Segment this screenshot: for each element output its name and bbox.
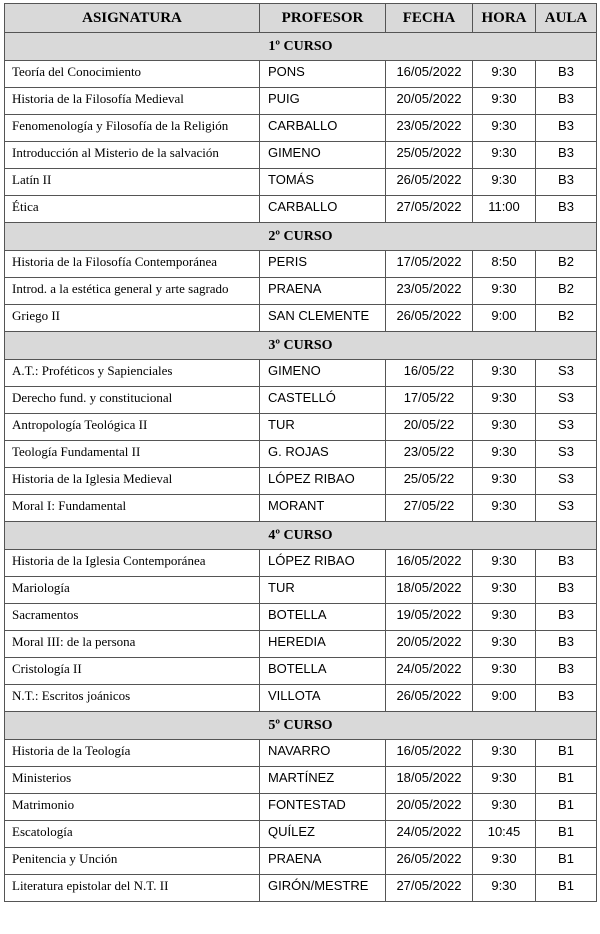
date-cell: 16/05/2022 (386, 740, 473, 767)
subject-cell: Historia de la Iglesia Contemporánea (5, 550, 260, 577)
room-cell: S3 (536, 360, 597, 387)
subject-cell: Literatura epistolar del N.T. II (5, 875, 260, 902)
professor-cell: TUR (260, 577, 386, 604)
room-cell: B3 (536, 631, 597, 658)
time-cell: 9:30 (473, 142, 536, 169)
subject-cell: Fenomenología y Filosofía de la Religión (5, 115, 260, 142)
professor-cell: BOTELLA (260, 658, 386, 685)
date-cell: 18/05/2022 (386, 577, 473, 604)
table-row (5, 441, 597, 468)
table-row (5, 278, 597, 305)
professor-cell: PRAENA (260, 278, 386, 305)
time-cell: 9:30 (473, 278, 536, 305)
section-header-row (5, 223, 597, 251)
time-cell: 9:30 (473, 604, 536, 631)
date-cell: 27/05/2022 (386, 196, 473, 223)
room-cell: S3 (536, 495, 597, 522)
room-cell: B2 (536, 251, 597, 278)
section-header-row (5, 712, 597, 740)
professor-cell: NAVARRO (260, 740, 386, 767)
date-cell: 26/05/2022 (386, 305, 473, 332)
section-header-row (5, 332, 597, 360)
date-cell: 27/05/22 (386, 495, 473, 522)
table-row (5, 387, 597, 414)
date-cell: 17/05/2022 (386, 251, 473, 278)
date-cell: 20/05/2022 (386, 794, 473, 821)
date-cell: 25/05/2022 (386, 142, 473, 169)
date-cell: 16/05/22 (386, 360, 473, 387)
time-cell: 9:00 (473, 685, 536, 712)
room-cell: B3 (536, 142, 597, 169)
room-cell: B1 (536, 740, 597, 767)
header-date: FECHA (386, 4, 473, 33)
room-cell: S3 (536, 414, 597, 441)
date-cell: 27/05/2022 (386, 875, 473, 902)
professor-cell: QUÍLEZ (260, 821, 386, 848)
time-cell: 9:30 (473, 550, 536, 577)
table-row (5, 115, 597, 142)
professor-cell: TOMÁS (260, 169, 386, 196)
date-cell: 26/05/2022 (386, 685, 473, 712)
table-header (5, 4, 597, 33)
time-cell: 8:50 (473, 251, 536, 278)
table-row (5, 251, 597, 278)
exam-schedule-table (4, 3, 597, 902)
professor-cell: G. ROJAS (260, 441, 386, 468)
section-header-row (5, 522, 597, 550)
time-cell: 9:30 (473, 794, 536, 821)
table-row (5, 740, 597, 767)
time-cell: 10:45 (473, 821, 536, 848)
subject-cell: Historia de la Iglesia Medieval (5, 468, 260, 495)
date-cell: 24/05/2022 (386, 821, 473, 848)
professor-cell: CASTELLÓ (260, 387, 386, 414)
subject-cell: Historia de la Teología (5, 740, 260, 767)
professor-cell: FONTESTAD (260, 794, 386, 821)
table-row (5, 88, 597, 115)
subject-cell: A.T.: Proféticos y Sapienciales (5, 360, 260, 387)
professor-cell: PERIS (260, 251, 386, 278)
room-cell: B3 (536, 61, 597, 88)
room-cell: S3 (536, 441, 597, 468)
table-row (5, 196, 597, 223)
table-row (5, 631, 597, 658)
professor-cell: MARTÍNEZ (260, 767, 386, 794)
date-cell: 20/05/2022 (386, 631, 473, 658)
date-cell: 23/05/2022 (386, 278, 473, 305)
subject-cell: Introd. a la estética general y arte sagrado (5, 278, 260, 305)
professor-cell: PRAENA (260, 848, 386, 875)
room-cell: B1 (536, 767, 597, 794)
room-cell: B3 (536, 577, 597, 604)
table-row (5, 414, 597, 441)
date-cell: 24/05/2022 (386, 658, 473, 685)
subject-cell: Latín II (5, 169, 260, 196)
date-cell: 26/05/2022 (386, 169, 473, 196)
room-cell: B3 (536, 604, 597, 631)
time-cell: 9:30 (473, 740, 536, 767)
professor-cell: CARBALLO (260, 115, 386, 142)
professor-cell: LÓPEZ RIBAO (260, 550, 386, 577)
professor-cell: PUIG (260, 88, 386, 115)
table-row (5, 821, 597, 848)
subject-cell: Ética (5, 196, 260, 223)
section-title: 2º CURSO (5, 223, 597, 251)
subject-cell: Sacramentos (5, 604, 260, 631)
time-cell: 9:30 (473, 875, 536, 902)
time-cell: 9:30 (473, 441, 536, 468)
date-cell: 16/05/2022 (386, 550, 473, 577)
subject-cell: Historia de la Filosofía Contemporánea (5, 251, 260, 278)
table-row (5, 495, 597, 522)
time-cell: 9:30 (473, 495, 536, 522)
professor-cell: PONS (260, 61, 386, 88)
subject-cell: Antropología Teológica II (5, 414, 260, 441)
header-professor: PROFESOR (260, 4, 386, 33)
room-cell: B3 (536, 196, 597, 223)
professor-cell: CARBALLO (260, 196, 386, 223)
header-time: HORA (473, 4, 536, 33)
date-cell: 18/05/2022 (386, 767, 473, 794)
table-body (5, 33, 597, 902)
table-row (5, 848, 597, 875)
professor-cell: TUR (260, 414, 386, 441)
section-header-row (5, 33, 597, 61)
room-cell: B3 (536, 169, 597, 196)
room-cell: B2 (536, 305, 597, 332)
room-cell: B1 (536, 821, 597, 848)
time-cell: 9:30 (473, 360, 536, 387)
section-title: 1º CURSO (5, 33, 597, 61)
time-cell: 9:30 (473, 88, 536, 115)
table-row (5, 305, 597, 332)
header-subject: ASIGNATURA (5, 4, 260, 33)
subject-cell: Derecho fund. y constitucional (5, 387, 260, 414)
professor-cell: HEREDIA (260, 631, 386, 658)
subject-cell: Historia de la Filosofía Medieval (5, 88, 260, 115)
date-cell: 23/05/2022 (386, 115, 473, 142)
table-row (5, 875, 597, 902)
subject-cell: Escatología (5, 821, 260, 848)
table-row (5, 61, 597, 88)
time-cell: 11:00 (473, 196, 536, 223)
time-cell: 9:30 (473, 115, 536, 142)
room-cell: S3 (536, 387, 597, 414)
subject-cell: Introducción al Misterio de la salvación (5, 142, 260, 169)
room-cell: B3 (536, 658, 597, 685)
room-cell: B1 (536, 848, 597, 875)
subject-cell: N.T.: Escritos joánicos (5, 685, 260, 712)
time-cell: 9:30 (473, 848, 536, 875)
subject-cell: Mariología (5, 577, 260, 604)
subject-cell: Ministerios (5, 767, 260, 794)
time-cell: 9:00 (473, 305, 536, 332)
room-cell: B3 (536, 88, 597, 115)
room-cell: B3 (536, 115, 597, 142)
room-cell: S3 (536, 468, 597, 495)
professor-cell: VILLOTA (260, 685, 386, 712)
date-cell: 20/05/2022 (386, 88, 473, 115)
subject-cell: Cristología II (5, 658, 260, 685)
date-cell: 23/05/22 (386, 441, 473, 468)
professor-cell: GIMENO (260, 360, 386, 387)
subject-cell: Moral I: Fundamental (5, 495, 260, 522)
subject-cell: Teología Fundamental II (5, 441, 260, 468)
professor-cell: LÓPEZ RIBAO (260, 468, 386, 495)
header-row (5, 4, 597, 33)
subject-cell: Penitencia y Unción (5, 848, 260, 875)
date-cell: 19/05/2022 (386, 604, 473, 631)
room-cell: B2 (536, 278, 597, 305)
professor-cell: SAN CLEMENTE (260, 305, 386, 332)
room-cell: B1 (536, 875, 597, 902)
professor-cell: BOTELLA (260, 604, 386, 631)
table-row (5, 468, 597, 495)
date-cell: 17/05/22 (386, 387, 473, 414)
date-cell: 16/05/2022 (386, 61, 473, 88)
date-cell: 25/05/22 (386, 468, 473, 495)
table-row (5, 658, 597, 685)
time-cell: 9:30 (473, 631, 536, 658)
table-row (5, 604, 597, 631)
table-row (5, 169, 597, 196)
section-title: 4º CURSO (5, 522, 597, 550)
subject-cell: Teoría del Conocimiento (5, 61, 260, 88)
table-row (5, 685, 597, 712)
subject-cell: Griego II (5, 305, 260, 332)
professor-cell: GIRÓN/MESTRE (260, 875, 386, 902)
room-cell: B3 (536, 685, 597, 712)
professor-cell: GIMENO (260, 142, 386, 169)
professor-cell: MORANT (260, 495, 386, 522)
time-cell: 9:30 (473, 169, 536, 196)
time-cell: 9:30 (473, 468, 536, 495)
table-row (5, 550, 597, 577)
time-cell: 9:30 (473, 767, 536, 794)
room-cell: B1 (536, 794, 597, 821)
header-room: AULA (536, 4, 597, 33)
time-cell: 9:30 (473, 658, 536, 685)
time-cell: 9:30 (473, 414, 536, 441)
time-cell: 9:30 (473, 61, 536, 88)
time-cell: 9:30 (473, 577, 536, 604)
section-title: 3º CURSO (5, 332, 597, 360)
subject-cell: Moral III: de la persona (5, 631, 260, 658)
section-title: 5º CURSO (5, 712, 597, 740)
table-row (5, 794, 597, 821)
time-cell: 9:30 (473, 387, 536, 414)
date-cell: 26/05/2022 (386, 848, 473, 875)
room-cell: B3 (536, 550, 597, 577)
table-row (5, 360, 597, 387)
table-row (5, 577, 597, 604)
subject-cell: Matrimonio (5, 794, 260, 821)
table-row (5, 142, 597, 169)
table-row (5, 767, 597, 794)
date-cell: 20/05/22 (386, 414, 473, 441)
